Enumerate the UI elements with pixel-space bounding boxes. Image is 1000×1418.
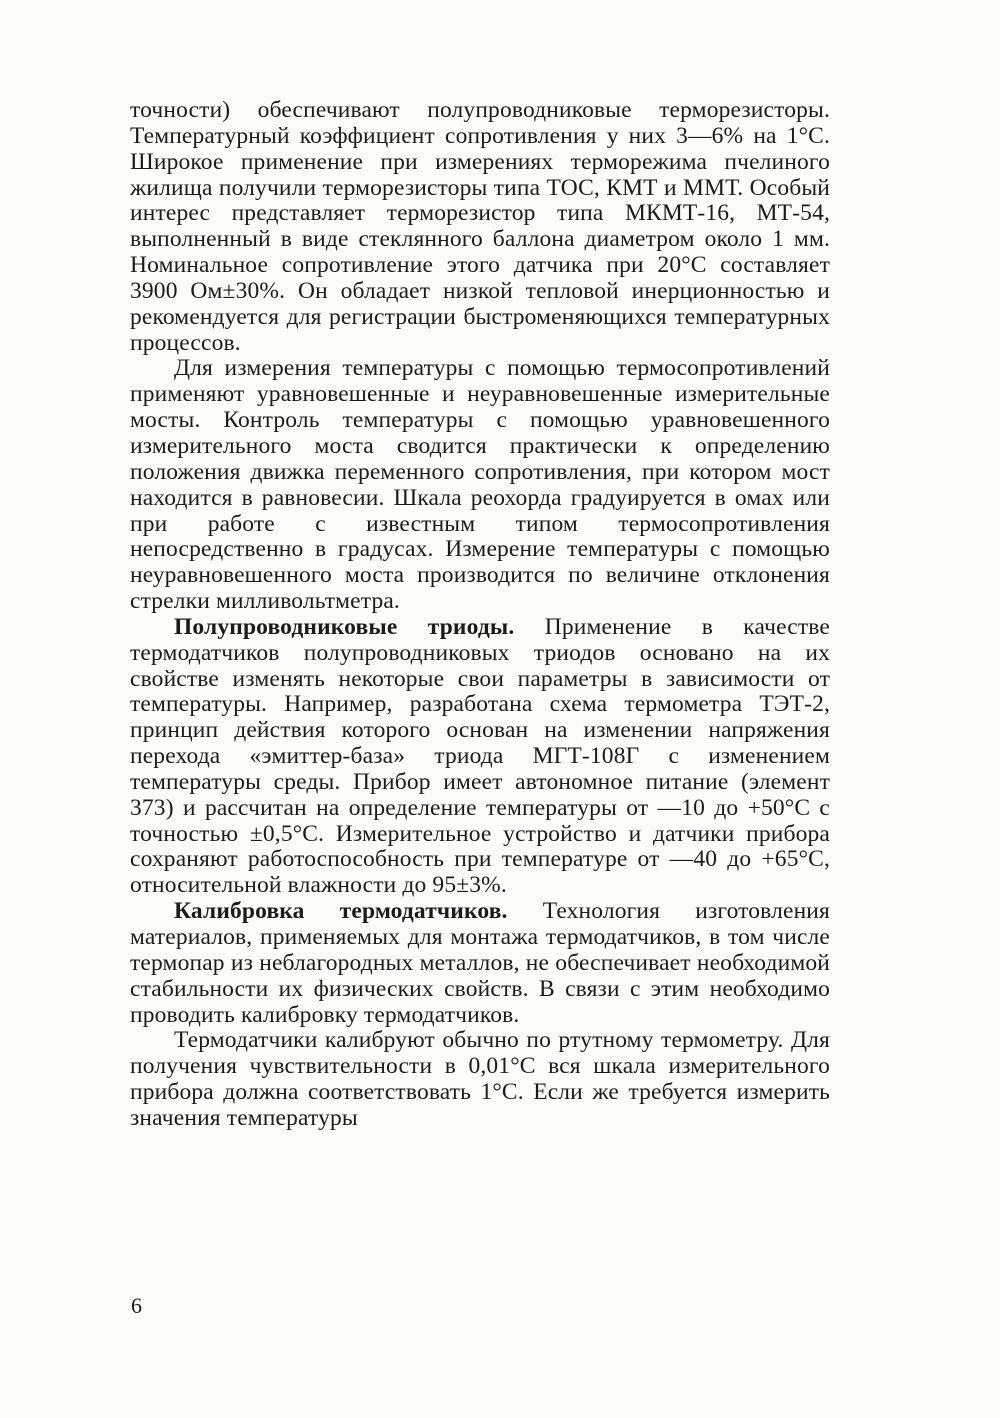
body-text (130, 98, 830, 1132)
paragraph-calibration (130, 899, 830, 1028)
paragraph-text: Термодатчики калибруют обычно по ртутному термометру. Для получения чувствительности в 0,01°С вся шкала измерительного прибора должна соответствовать 1°С. Если же требуется измерить значения температуры (130, 1027, 830, 1131)
paragraph-text: точности) обеспечивают полупроводниковые терморезисторы. Температурный коэффициент сопротивления у них 3—6% на 1°С. Широкое применение при измерениях терморежима пчелиного жилища получили терморезисторы типа ТОС, КМТ и ММТ. Особый интерес представляет терморезистор типа МКМТ-16, МТ-54, выполненный в виде стеклянного баллона диаметром около 1 мм. Номинальное сопротивление этого датчика при 20°С составляет 3900 Ом±30%. Он обладает низкой тепловой инерционностью и рекомендуется для регистрации быстроменяющихся температурных процессов. (130, 97, 830, 356)
run-in-heading: Полупроводниковые триоды. (174, 613, 515, 640)
paragraph-text: Технология изготовления материалов, применяемых для монтажа термодатчиков, в том числе термопар из неблагородных металлов, не обеспечивает необходимой стабильности их физических свойств. В связи с этим необходимо проводить калибровку термодатчиков. (130, 898, 830, 1028)
paragraph-measurement-bridges (130, 356, 830, 614)
page-number: 6 (131, 1293, 142, 1318)
paragraph-text: Применение в качестве термодатчиков полупроводниковых триодов основано на их свойстве изменять некоторые свои параметры в зависимости от температуры. Например, разработана схема термометра ТЭТ-2, принцип действия которого основан на изменении напряжения перехода «эмиттер-база» триода МГТ-108Г с изменением температуры среды. Прибор имеет автономное питание (элемент 373) и рассчитан на определение температуры от —10 до +50°С с точностью ±0,5°С. Измерительное устройство и датчики прибора сохраняют работоспособность при температуре от —40 до +65°С, относительной влажности до 95±3%. (130, 613, 830, 899)
paragraph-thermometer-calibration (130, 1028, 830, 1131)
paragraph-text: Для измерения температуры с помощью термосопротивлений применяют уравновешенные и неуравновешенные измерительные мосты. Контроль температуры с помощью уравновешенного измерительного моста сводится практически к определению положения движка переменного сопротивления, при котором мост находится в равновесии. Шкала реохорда градуируется в омах или при работе с известным типом термосопротивления непосредственно в градусах. Измерение температуры с помощью неуравновешенного моста производится по величине отклонения стрелки милливольтметра. (130, 355, 830, 615)
paragraph-continued (130, 98, 830, 356)
paragraph-semiconductor-triodes (130, 615, 830, 899)
run-in-heading: Калибровка термодатчиков. (174, 898, 508, 925)
